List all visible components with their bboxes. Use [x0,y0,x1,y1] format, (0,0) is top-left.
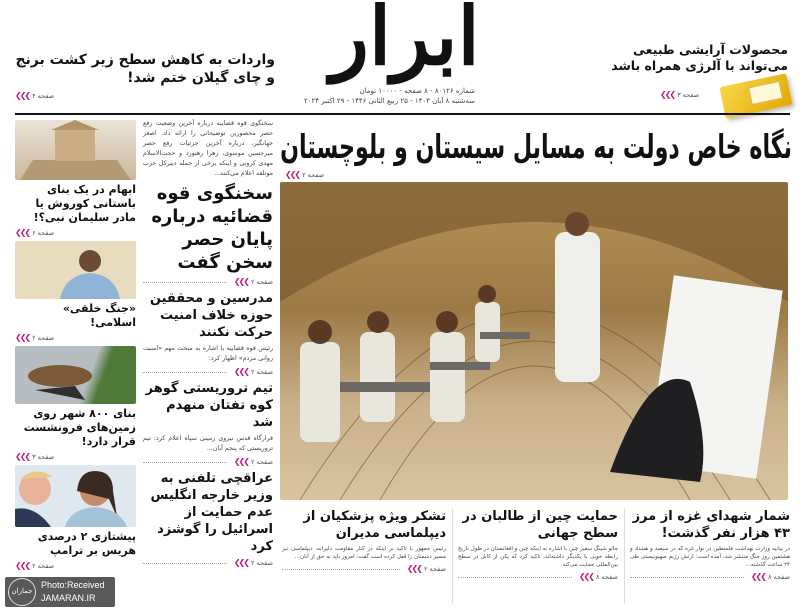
newspaper-logo: ابرار [330,0,480,83]
middle-column [143,119,273,568]
headline[interactable]: سخنگوی قوه قضائیه درباره پایان حصر سخن گفت [151,183,273,273]
arrow-icon: ❯❯❯ [285,170,300,179]
headline[interactable]: ابهام در یک بنای باستانی کوروش یا مادر سلیمان نبی؟! [33,183,136,224]
page-ref: صفحه ۳ ❯❯❯ [660,90,700,99]
masthead-rule [15,113,790,115]
left-column [15,120,136,571]
bottom-story-china [458,508,618,582]
headline[interactable]: تیم تروریستی گوهر کوه تفتان منهدم شد [145,381,273,430]
story-body: قرارگاه قدس نیروی زمینی سپاه اعلام کرد: تیم تروریستی که پنجم آبان... [143,435,273,452]
page-ref: صفحه ۲ ❯❯❯ [15,333,55,342]
divider [624,508,625,604]
headline[interactable]: عراقچی تلفنی به وزیر خارجه انگلیس عدم حمایت از اسرائیل را گوشزد کرد [150,471,273,554]
man-portrait-photo [15,241,136,299]
story-body: رئیس قوه قضاییه با اشاره به مبحث مهم «امنیت روانی مردم» اظهار کرد: [143,345,273,362]
headline[interactable]: حمایت چین از طالبان در سطح جهانی [462,509,618,541]
page-ref: صفحه ۲ ❯❯❯ [143,558,273,568]
main-headline[interactable]: نگاه خاص دولت به مسایل سیستان و بلوچستان [280,127,792,166]
headline[interactable]: مدرسین و محققین حوزه خلاف امنیت حرکت نکنند [149,291,273,340]
bottom-story-pezeshkian [282,508,446,574]
date-line: سه‌شنبه ۸ آبان ۱۴۰۳ - ۲۵ ربیع الثانی ۱۴۴۶ - ۲۹ اکتبر ۲۰۲۴ [303,97,475,105]
divider [452,508,453,604]
main-photo-classroom [280,182,788,500]
issue-line: شماره ۸۰۱۲۶ - ۸ صفحه - ۱۰۰۰۰ تومان [359,87,475,95]
story-body: جائو شینگ سفیر چین با اشاره به اینکه چین و افغانستان در طول تاریخ رابطه خوبی با یکدیگر داشته‌اند، تاکید کرد که پکن از کابل در سطح بین‌المللی حمایت می‌کند. [458,546,618,568]
story-body: سخنگوی قوه قضاییه درباره آخرین وضعیت رفع حصر محصورین توضیحاتی را ارائه داد. اصغر جهانگیر، درباره آخرین جزئیات رفع حصر میرحسین موسوی، زهرا رهنورد و حجت‌الاسلام مهدی کروبی و اینکه برخی از جمله دبیرکل حزب موتلفه اعلام می‌کنند... [143,120,273,177]
page-ref: صفحه ۴ ❯❯❯ [15,91,55,100]
trump-harris-photo [15,465,136,527]
top-left-story[interactable] [15,52,275,101]
cosmetics-box-image [719,73,792,118]
arrow-icon: ❯❯❯ [15,91,30,100]
headline[interactable]: واردات به کاهش سطح زیر کشت برنج و چای گیلان ختم شد! [15,52,275,86]
page-ref: صفحه ۲ ❯❯❯ [285,170,325,179]
jamaran-logo: جماران [8,578,36,606]
photo-watermark [5,577,115,607]
land-subsidence-photo [15,346,136,404]
watermark-line2: JAMARAN.IR [41,593,96,603]
page-ref: صفحه ۸ ❯❯❯ [458,572,618,582]
dateline [285,86,475,106]
page-ref: صفحه ۲ ❯❯❯ [143,367,273,377]
page-ref: صفحه ۲ ❯❯❯ [15,561,55,570]
page-ref: صفحه ۲ ❯❯❯ [282,564,446,574]
headline[interactable]: بنای ۸۰۰ شهر روی زمین‌های فرونشست قرار دارد! [23,407,136,448]
story-body: رئیس جمهور با تاکید بر اینکه در کنار مقاومت دلیرانه، دیپلماسی نیز مسیر دشمنان را قفل کرده است گفت: امروز باید به حق از آنان... [282,546,446,560]
arrow-icon: ❯❯❯ [660,90,675,99]
page-ref: صفحه ۲ ❯❯❯ [143,277,273,287]
bottom-story-gaza [630,508,790,582]
headline[interactable]: تشکر ویژه پزشکیان از دیپلماسی مدیران [303,509,446,541]
headline[interactable]: پیشتازی ۲ درصدی هریس بر ترامپ [37,530,136,557]
page-ref: صفحه ۳ ❯❯❯ [15,452,55,461]
headline[interactable]: محصولات آرایشی طبیعی [633,42,788,57]
headline: می‌تواند با آلرژی همراه باشد [611,57,788,73]
page-ref: صفحه ۶ ❯❯❯ [15,228,55,237]
ancient-tomb-photo [15,120,136,180]
page-ref: صفحه ۸ ❯❯❯ [630,572,790,582]
story-body: در بیانیه وزارت بهداشت فلسطین در نوار غزه که در سیصد و هشتاد و هشتمین روز جنگ منتشر شد، آمده است: ارتش رژیم صهیونیستی طی ۲۴ ساعت گذشته... [630,546,790,568]
top-right-story[interactable] [600,42,788,73]
headline[interactable]: «جنگ خلقی» اسلامی! [62,302,136,329]
headline[interactable]: شمار شهدای غزه از مرز ۴۳ هزار نفر گذشت! [632,509,790,541]
watermark-line1: Photo:Received [41,580,105,590]
page-ref: صفحه ۲ ❯❯❯ [143,457,273,467]
